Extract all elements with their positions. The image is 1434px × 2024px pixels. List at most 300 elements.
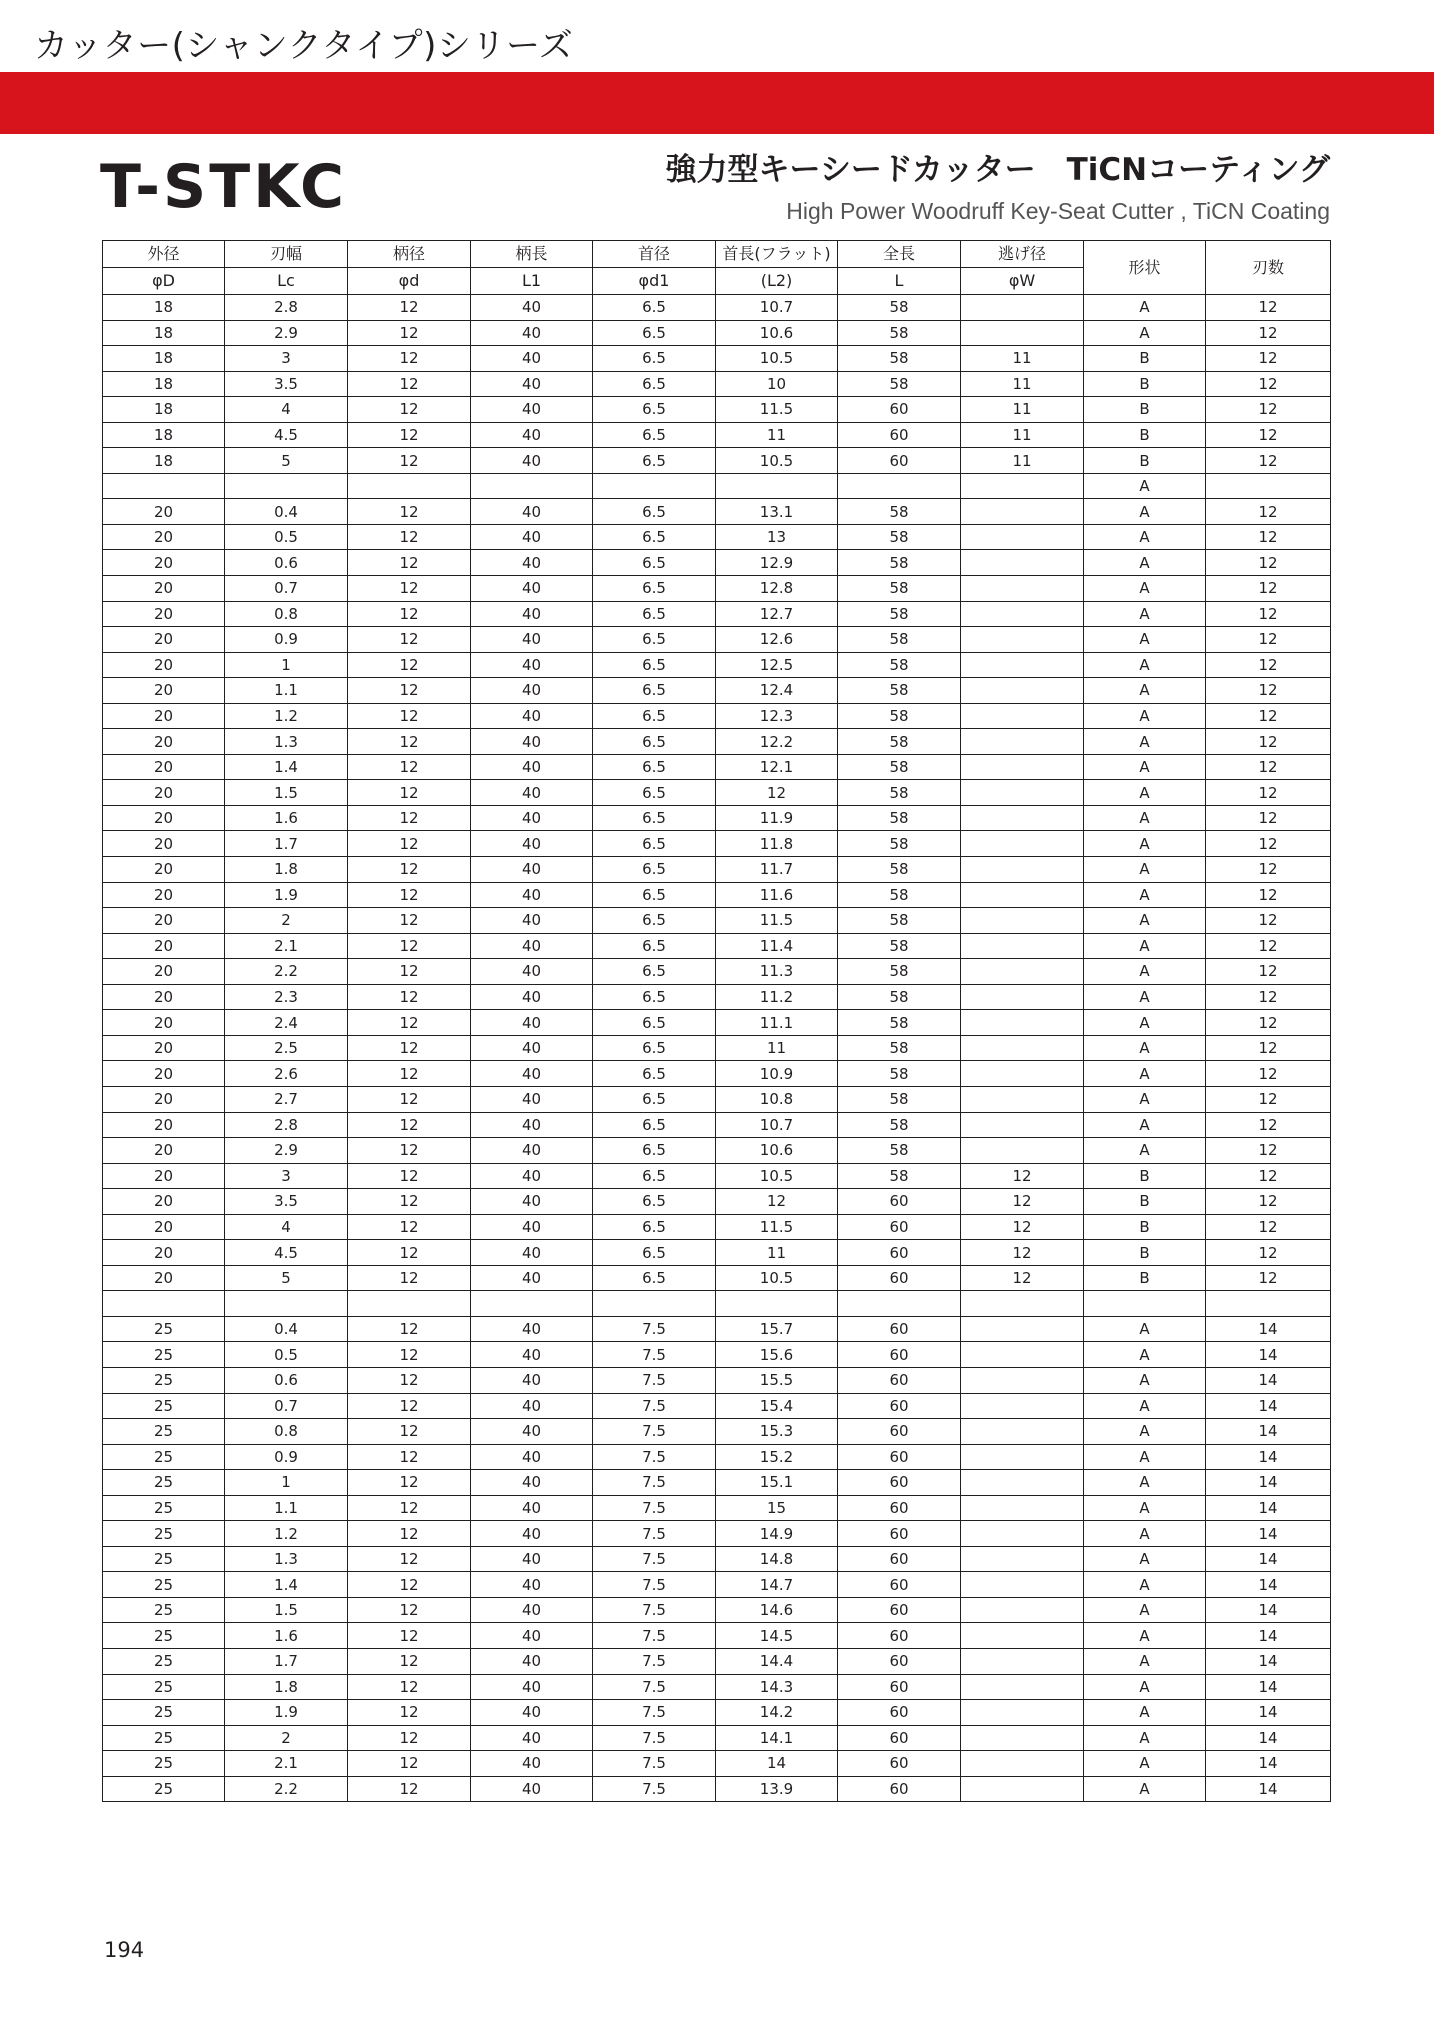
cell-neck-length: 11.2 (716, 984, 838, 1010)
cell-neck-length: 13 (716, 524, 838, 550)
cell-neck-length: 15.6 (716, 1342, 838, 1368)
cell-shank-length: 40 (471, 422, 593, 448)
cell-flutes: 12 (1206, 652, 1331, 678)
table-row (103, 780, 1331, 806)
cell-neck-length: 10.5 (716, 346, 838, 372)
cell-neck-length: 12.4 (716, 678, 838, 704)
cell-neck-diameter: 6.5 (593, 550, 716, 576)
cell-neck-length: 14.5 (716, 1623, 838, 1649)
cell-shank-length: 40 (471, 1189, 593, 1215)
cell-shank-diameter: 12 (348, 550, 471, 576)
cell-outer-diameter: 18 (103, 346, 225, 372)
cell-shank-diameter: 12 (348, 1367, 471, 1393)
cell-outer-diameter: 20 (103, 729, 225, 755)
cell-shank-length: 40 (471, 1086, 593, 1112)
cell-shank-diameter: 12 (348, 1444, 471, 1470)
cell-shank-diameter: 12 (348, 371, 471, 397)
cell-outer-diameter: 18 (103, 422, 225, 448)
cell-neck-length: 10 (716, 371, 838, 397)
cell-shape: A (1084, 524, 1206, 550)
cell-relief-diameter (961, 1138, 1084, 1164)
cell-flutes: 14 (1206, 1674, 1331, 1700)
cell-shape: A (1084, 1112, 1206, 1138)
cell-shank-length: 40 (471, 1419, 593, 1445)
cell-flutes: 14 (1206, 1495, 1331, 1521)
cell-shank-diameter: 12 (348, 1163, 471, 1189)
table-row (103, 1597, 1331, 1623)
cell-shank-length: 40 (471, 857, 593, 883)
cell-shank-diameter: 12 (348, 1035, 471, 1061)
cell-overall-length: 58 (838, 320, 961, 346)
cell-shape: A (1084, 805, 1206, 831)
cell-relief-diameter (961, 1393, 1084, 1419)
table-row (103, 805, 1331, 831)
cell-relief-diameter (961, 1648, 1084, 1674)
cell-neck-length: 12.9 (716, 550, 838, 576)
cell-relief-diameter (961, 908, 1084, 934)
cell-shank-length: 40 (471, 1035, 593, 1061)
cell-neck-length: 10.5 (716, 1265, 838, 1291)
cell-relief-diameter (961, 1700, 1084, 1726)
cell-overall-length: 58 (838, 601, 961, 627)
cell-shank-diameter: 12 (348, 1648, 471, 1674)
cell-outer-diameter: 20 (103, 1086, 225, 1112)
cell-neck-length: 15 (716, 1495, 838, 1521)
cell-flutes: 12 (1206, 1010, 1331, 1036)
cell-shank-length: 40 (471, 678, 593, 704)
table-row (103, 1367, 1331, 1393)
cell-outer-diameter: 20 (103, 601, 225, 627)
symbol-d-outer: φD (103, 268, 225, 295)
table-row (103, 371, 1331, 397)
cell-blade-width: 1.6 (225, 1623, 348, 1649)
cell-outer-diameter: 25 (103, 1444, 225, 1470)
header-overall-length: 全長 (838, 241, 961, 268)
cell-shape: A (1084, 652, 1206, 678)
cell-blade-width: 2 (225, 908, 348, 934)
table-row (103, 473, 1331, 499)
cell-flutes: 14 (1206, 1367, 1331, 1393)
cell-neck-length: 14.4 (716, 1648, 838, 1674)
cell-blade-width: 3.5 (225, 1189, 348, 1215)
cell-neck-diameter: 6.5 (593, 831, 716, 857)
cell-shank-length: 40 (471, 1444, 593, 1470)
table-row (103, 550, 1331, 576)
cell-relief-diameter (961, 1342, 1084, 1368)
table-row (103, 601, 1331, 627)
cell-shape: A (1084, 1623, 1206, 1649)
cell-shank-length: 40 (471, 831, 593, 857)
cell-overall-length: 58 (838, 1061, 961, 1087)
cell-blade-width: 1.6 (225, 805, 348, 831)
cell-neck-length: 13.9 (716, 1776, 838, 1802)
cell-neck-diameter: 6.5 (593, 780, 716, 806)
cell-blade-width: 1.2 (225, 703, 348, 729)
cell-neck-length: 10.7 (716, 295, 838, 321)
cell-flutes: 14 (1206, 1623, 1331, 1649)
table-row (103, 1572, 1331, 1598)
cell-flutes: 12 (1206, 729, 1331, 755)
table-row (103, 397, 1331, 423)
cell-shank-length: 40 (471, 448, 593, 474)
cell-shank-diameter: 12 (348, 908, 471, 934)
cell-blade-width: 2.1 (225, 933, 348, 959)
cell-relief-diameter (961, 1112, 1084, 1138)
product-title-en: High Power Woodruff Key-Seat Cutter , TiCN Coating (786, 198, 1330, 224)
cell-shape: A (1084, 1725, 1206, 1751)
cell-relief-diameter (961, 1061, 1084, 1087)
cell-neck-diameter: 6.5 (593, 703, 716, 729)
cell-shape: A (1084, 1470, 1206, 1496)
cell-relief-diameter: 12 (961, 1240, 1084, 1266)
cell-overall-length: 60 (838, 1470, 961, 1496)
table-row (103, 729, 1331, 755)
cell-flutes: 12 (1206, 627, 1331, 653)
cell-shank-diameter: 12 (348, 1674, 471, 1700)
cell-outer-diameter: 20 (103, 1163, 225, 1189)
cell-relief-diameter (961, 780, 1084, 806)
cell-flutes: 14 (1206, 1393, 1331, 1419)
cell-shank-length (471, 1291, 593, 1317)
table-row (103, 1214, 1331, 1240)
cell-shape: A (1084, 1572, 1206, 1598)
cell-neck-length: 11.1 (716, 1010, 838, 1036)
cell-shape: A (1084, 320, 1206, 346)
table-row (103, 1061, 1331, 1087)
cell-outer-diameter: 18 (103, 371, 225, 397)
cell-outer-diameter (103, 1291, 225, 1317)
cell-relief-diameter (961, 857, 1084, 883)
cell-outer-diameter: 20 (103, 524, 225, 550)
cell-shape: A (1084, 1521, 1206, 1547)
cell-shape: A (1084, 1316, 1206, 1342)
cell-neck-diameter: 7.5 (593, 1342, 716, 1368)
cell-neck-length: 12.5 (716, 652, 838, 678)
cell-neck-diameter: 7.5 (593, 1597, 716, 1623)
table-row (103, 1700, 1331, 1726)
spec-table (102, 240, 1331, 1802)
cell-outer-diameter: 20 (103, 805, 225, 831)
cell-neck-length: 14.9 (716, 1521, 838, 1547)
symbol-lc: Lc (225, 268, 348, 295)
cell-shank-diameter: 12 (348, 1623, 471, 1649)
cell-shank-length: 40 (471, 524, 593, 550)
cell-neck-length: 11.4 (716, 933, 838, 959)
cell-blade-width: 0.7 (225, 1393, 348, 1419)
header-blade-width: 刃幅 (225, 241, 348, 268)
cell-outer-diameter: 25 (103, 1393, 225, 1419)
cell-relief-diameter: 12 (961, 1163, 1084, 1189)
cell-overall-length: 58 (838, 1138, 961, 1164)
cell-neck-diameter: 6.5 (593, 1138, 716, 1164)
cell-flutes: 14 (1206, 1444, 1331, 1470)
cell-flutes: 12 (1206, 1240, 1331, 1266)
cell-neck-diameter: 6.5 (593, 857, 716, 883)
cell-overall-length: 58 (838, 857, 961, 883)
cell-flutes: 12 (1206, 1061, 1331, 1087)
cell-blade-width: 1.5 (225, 1597, 348, 1623)
cell-shank-length: 40 (471, 499, 593, 525)
cell-neck-diameter: 6.5 (593, 371, 716, 397)
cell-overall-length: 60 (838, 1648, 961, 1674)
cell-overall-length: 58 (838, 729, 961, 755)
cell-neck-length: 11 (716, 1240, 838, 1266)
header-shape: 形状 (1084, 241, 1206, 295)
cell-shank-length: 40 (471, 1138, 593, 1164)
product-title-jp: 強力型キーシードカッター TiCNコーティング (665, 152, 1330, 188)
cell-relief-diameter: 12 (961, 1214, 1084, 1240)
cell-shank-length (471, 473, 593, 499)
cell-blade-width: 2 (225, 1725, 348, 1751)
cell-shape: B (1084, 448, 1206, 474)
cell-blade-width: 4.5 (225, 422, 348, 448)
cell-shape: A (1084, 1086, 1206, 1112)
cell-flutes: 12 (1206, 1086, 1331, 1112)
cell-outer-diameter: 18 (103, 320, 225, 346)
cell-shank-diameter: 12 (348, 857, 471, 883)
cell-overall-length: 60 (838, 397, 961, 423)
cell-flutes: 12 (1206, 857, 1331, 883)
cell-blade-width: 2.2 (225, 1776, 348, 1802)
cell-shank-length: 40 (471, 959, 593, 985)
cell-neck-diameter: 6.5 (593, 1112, 716, 1138)
table-row (103, 1086, 1331, 1112)
cell-neck-length: 11.5 (716, 397, 838, 423)
cell-shape: A (1084, 1648, 1206, 1674)
cell-flutes: 12 (1206, 678, 1331, 704)
cell-overall-length: 60 (838, 1367, 961, 1393)
cell-shank-diameter: 12 (348, 1265, 471, 1291)
table-row (103, 984, 1331, 1010)
cell-relief-diameter: 11 (961, 448, 1084, 474)
cell-overall-length: 60 (838, 1751, 961, 1777)
cell-overall-length: 58 (838, 576, 961, 602)
cell-shape: A (1084, 627, 1206, 653)
cell-neck-diameter: 6.5 (593, 754, 716, 780)
symbol-l2: (L2) (716, 268, 838, 295)
cell-flutes: 12 (1206, 295, 1331, 321)
cell-flutes: 12 (1206, 908, 1331, 934)
cell-outer-diameter: 20 (103, 754, 225, 780)
cell-flutes: 14 (1206, 1470, 1331, 1496)
cell-shank-diameter (348, 473, 471, 499)
cell-blade-width: 4.5 (225, 1240, 348, 1266)
cell-relief-diameter (961, 831, 1084, 857)
cell-shank-length: 40 (471, 1214, 593, 1240)
cell-shank-length: 40 (471, 1623, 593, 1649)
symbol-l1: L1 (471, 268, 593, 295)
cell-blade-width: 2.9 (225, 320, 348, 346)
cell-outer-diameter: 25 (103, 1751, 225, 1777)
cell-shank-length: 40 (471, 1470, 593, 1496)
cell-shape: B (1084, 397, 1206, 423)
cell-overall-length: 58 (838, 499, 961, 525)
cell-flutes: 12 (1206, 882, 1331, 908)
cell-neck-length: 14.2 (716, 1700, 838, 1726)
cell-shape: A (1084, 295, 1206, 321)
cell-relief-diameter (961, 805, 1084, 831)
cell-outer-diameter: 18 (103, 295, 225, 321)
cell-blade-width: 4 (225, 397, 348, 423)
cell-relief-diameter: 12 (961, 1265, 1084, 1291)
cell-relief-diameter (961, 1776, 1084, 1802)
cell-relief-diameter (961, 754, 1084, 780)
cell-shank-diameter: 12 (348, 1112, 471, 1138)
cell-flutes: 12 (1206, 754, 1331, 780)
cell-shape: A (1084, 984, 1206, 1010)
cell-relief-diameter (961, 1035, 1084, 1061)
cell-flutes: 12 (1206, 780, 1331, 806)
cell-neck-diameter: 6.5 (593, 627, 716, 653)
cell-overall-length: 60 (838, 1700, 961, 1726)
cell-shank-length: 40 (471, 1776, 593, 1802)
cell-blade-width: 1 (225, 1470, 348, 1496)
cell-blade-width: 0.6 (225, 1367, 348, 1393)
cell-shank-length: 40 (471, 627, 593, 653)
cell-neck-diameter: 6.5 (593, 524, 716, 550)
cell-shape: A (1084, 1138, 1206, 1164)
header-shank-length: 柄長 (471, 241, 593, 268)
cell-shape: A (1084, 959, 1206, 985)
cell-outer-diameter: 18 (103, 397, 225, 423)
cell-neck-diameter: 6.5 (593, 601, 716, 627)
cell-shank-diameter: 12 (348, 1419, 471, 1445)
series-title: カッター(シャンクタイプ)シリーズ (34, 26, 574, 66)
cell-blade-width: 0.7 (225, 576, 348, 602)
cell-neck-diameter: 6.5 (593, 397, 716, 423)
cell-relief-diameter (961, 473, 1084, 499)
cell-shank-length: 40 (471, 1265, 593, 1291)
cell-shank-length: 40 (471, 295, 593, 321)
cell-shank-length: 40 (471, 1316, 593, 1342)
cell-blade-width: 5 (225, 448, 348, 474)
cell-shank-diameter: 12 (348, 1086, 471, 1112)
cell-neck-length: 10.5 (716, 448, 838, 474)
cell-overall-length: 60 (838, 1674, 961, 1700)
cell-flutes: 14 (1206, 1776, 1331, 1802)
table-row (103, 831, 1331, 857)
cell-shape: B (1084, 1163, 1206, 1189)
cell-outer-diameter: 20 (103, 627, 225, 653)
cell-neck-length: 11.7 (716, 857, 838, 883)
cell-outer-diameter: 20 (103, 1189, 225, 1215)
table-row (103, 320, 1331, 346)
cell-outer-diameter (103, 473, 225, 499)
cell-shank-diameter: 12 (348, 1597, 471, 1623)
cell-blade-width: 0.9 (225, 627, 348, 653)
cell-outer-diameter: 25 (103, 1597, 225, 1623)
cell-neck-diameter: 7.5 (593, 1700, 716, 1726)
cell-outer-diameter: 25 (103, 1342, 225, 1368)
cell-flutes: 12 (1206, 933, 1331, 959)
cell-relief-diameter: 11 (961, 346, 1084, 372)
cell-neck-diameter: 6.5 (593, 499, 716, 525)
cell-outer-diameter: 25 (103, 1572, 225, 1598)
cell-blade-width: 2.8 (225, 1112, 348, 1138)
cell-neck-length: 15.7 (716, 1316, 838, 1342)
cell-shape: A (1084, 473, 1206, 499)
cell-outer-diameter: 25 (103, 1623, 225, 1649)
cell-relief-diameter (961, 601, 1084, 627)
cell-flutes: 12 (1206, 371, 1331, 397)
cell-overall-length: 58 (838, 1086, 961, 1112)
cell-neck-diameter: 7.5 (593, 1751, 716, 1777)
cell-overall-length: 58 (838, 1163, 961, 1189)
cell-overall-length: 58 (838, 831, 961, 857)
cell-shank-diameter: 12 (348, 1214, 471, 1240)
table-row (103, 1495, 1331, 1521)
cell-shank-diameter: 12 (348, 1393, 471, 1419)
cell-shank-diameter: 12 (348, 448, 471, 474)
table-row (103, 933, 1331, 959)
cell-shape: A (1084, 1751, 1206, 1777)
page-number: 194 (104, 1938, 145, 1962)
cell-shape: A (1084, 550, 1206, 576)
symbol-d-shank: φd (348, 268, 471, 295)
cell-flutes: 14 (1206, 1342, 1331, 1368)
cell-shank-diameter: 12 (348, 1010, 471, 1036)
header-outer-diameter: 外径 (103, 241, 225, 268)
cell-neck-length: 12.7 (716, 601, 838, 627)
table-row (103, 1419, 1331, 1445)
table-row (103, 1393, 1331, 1419)
cell-relief-diameter: 11 (961, 422, 1084, 448)
cell-blade-width: 2.4 (225, 1010, 348, 1036)
cell-shank-length: 40 (471, 652, 593, 678)
table-row (103, 1546, 1331, 1572)
cell-outer-diameter: 20 (103, 1265, 225, 1291)
cell-outer-diameter: 20 (103, 550, 225, 576)
cell-neck-diameter: 6.5 (593, 576, 716, 602)
cell-neck-length (716, 1291, 838, 1317)
cell-overall-length: 58 (838, 933, 961, 959)
cell-shank-length: 40 (471, 1240, 593, 1266)
cell-flutes: 14 (1206, 1751, 1331, 1777)
table-row (103, 882, 1331, 908)
cell-neck-diameter: 6.5 (593, 295, 716, 321)
table-row (103, 1623, 1331, 1649)
cell-outer-diameter: 20 (103, 831, 225, 857)
cell-shank-diameter: 12 (348, 754, 471, 780)
header-band (0, 72, 1434, 134)
cell-blade-width: 0.6 (225, 550, 348, 576)
cell-relief-diameter: 12 (961, 1189, 1084, 1215)
cell-outer-diameter: 25 (103, 1521, 225, 1547)
table-row (103, 652, 1331, 678)
cell-neck-diameter: 7.5 (593, 1419, 716, 1445)
cell-shank-length: 40 (471, 1751, 593, 1777)
cell-shape: A (1084, 703, 1206, 729)
cell-blade-width: 3 (225, 1163, 348, 1189)
cell-shank-length: 40 (471, 1163, 593, 1189)
table-row (103, 1265, 1331, 1291)
cell-overall-length: 60 (838, 1597, 961, 1623)
cell-relief-diameter (961, 1725, 1084, 1751)
cell-overall-length: 60 (838, 1725, 961, 1751)
cell-flutes: 12 (1206, 831, 1331, 857)
cell-neck-diameter: 6.5 (593, 320, 716, 346)
cell-relief-diameter (961, 550, 1084, 576)
cell-shank-length: 40 (471, 346, 593, 372)
cell-neck-length: 11.6 (716, 882, 838, 908)
cell-flutes: 12 (1206, 959, 1331, 985)
cell-neck-diameter: 6.5 (593, 1240, 716, 1266)
cell-shank-diameter: 12 (348, 1470, 471, 1496)
cell-outer-diameter: 25 (103, 1470, 225, 1496)
cell-shape: A (1084, 1342, 1206, 1368)
cell-outer-diameter: 20 (103, 1061, 225, 1087)
cell-shape: A (1084, 908, 1206, 934)
